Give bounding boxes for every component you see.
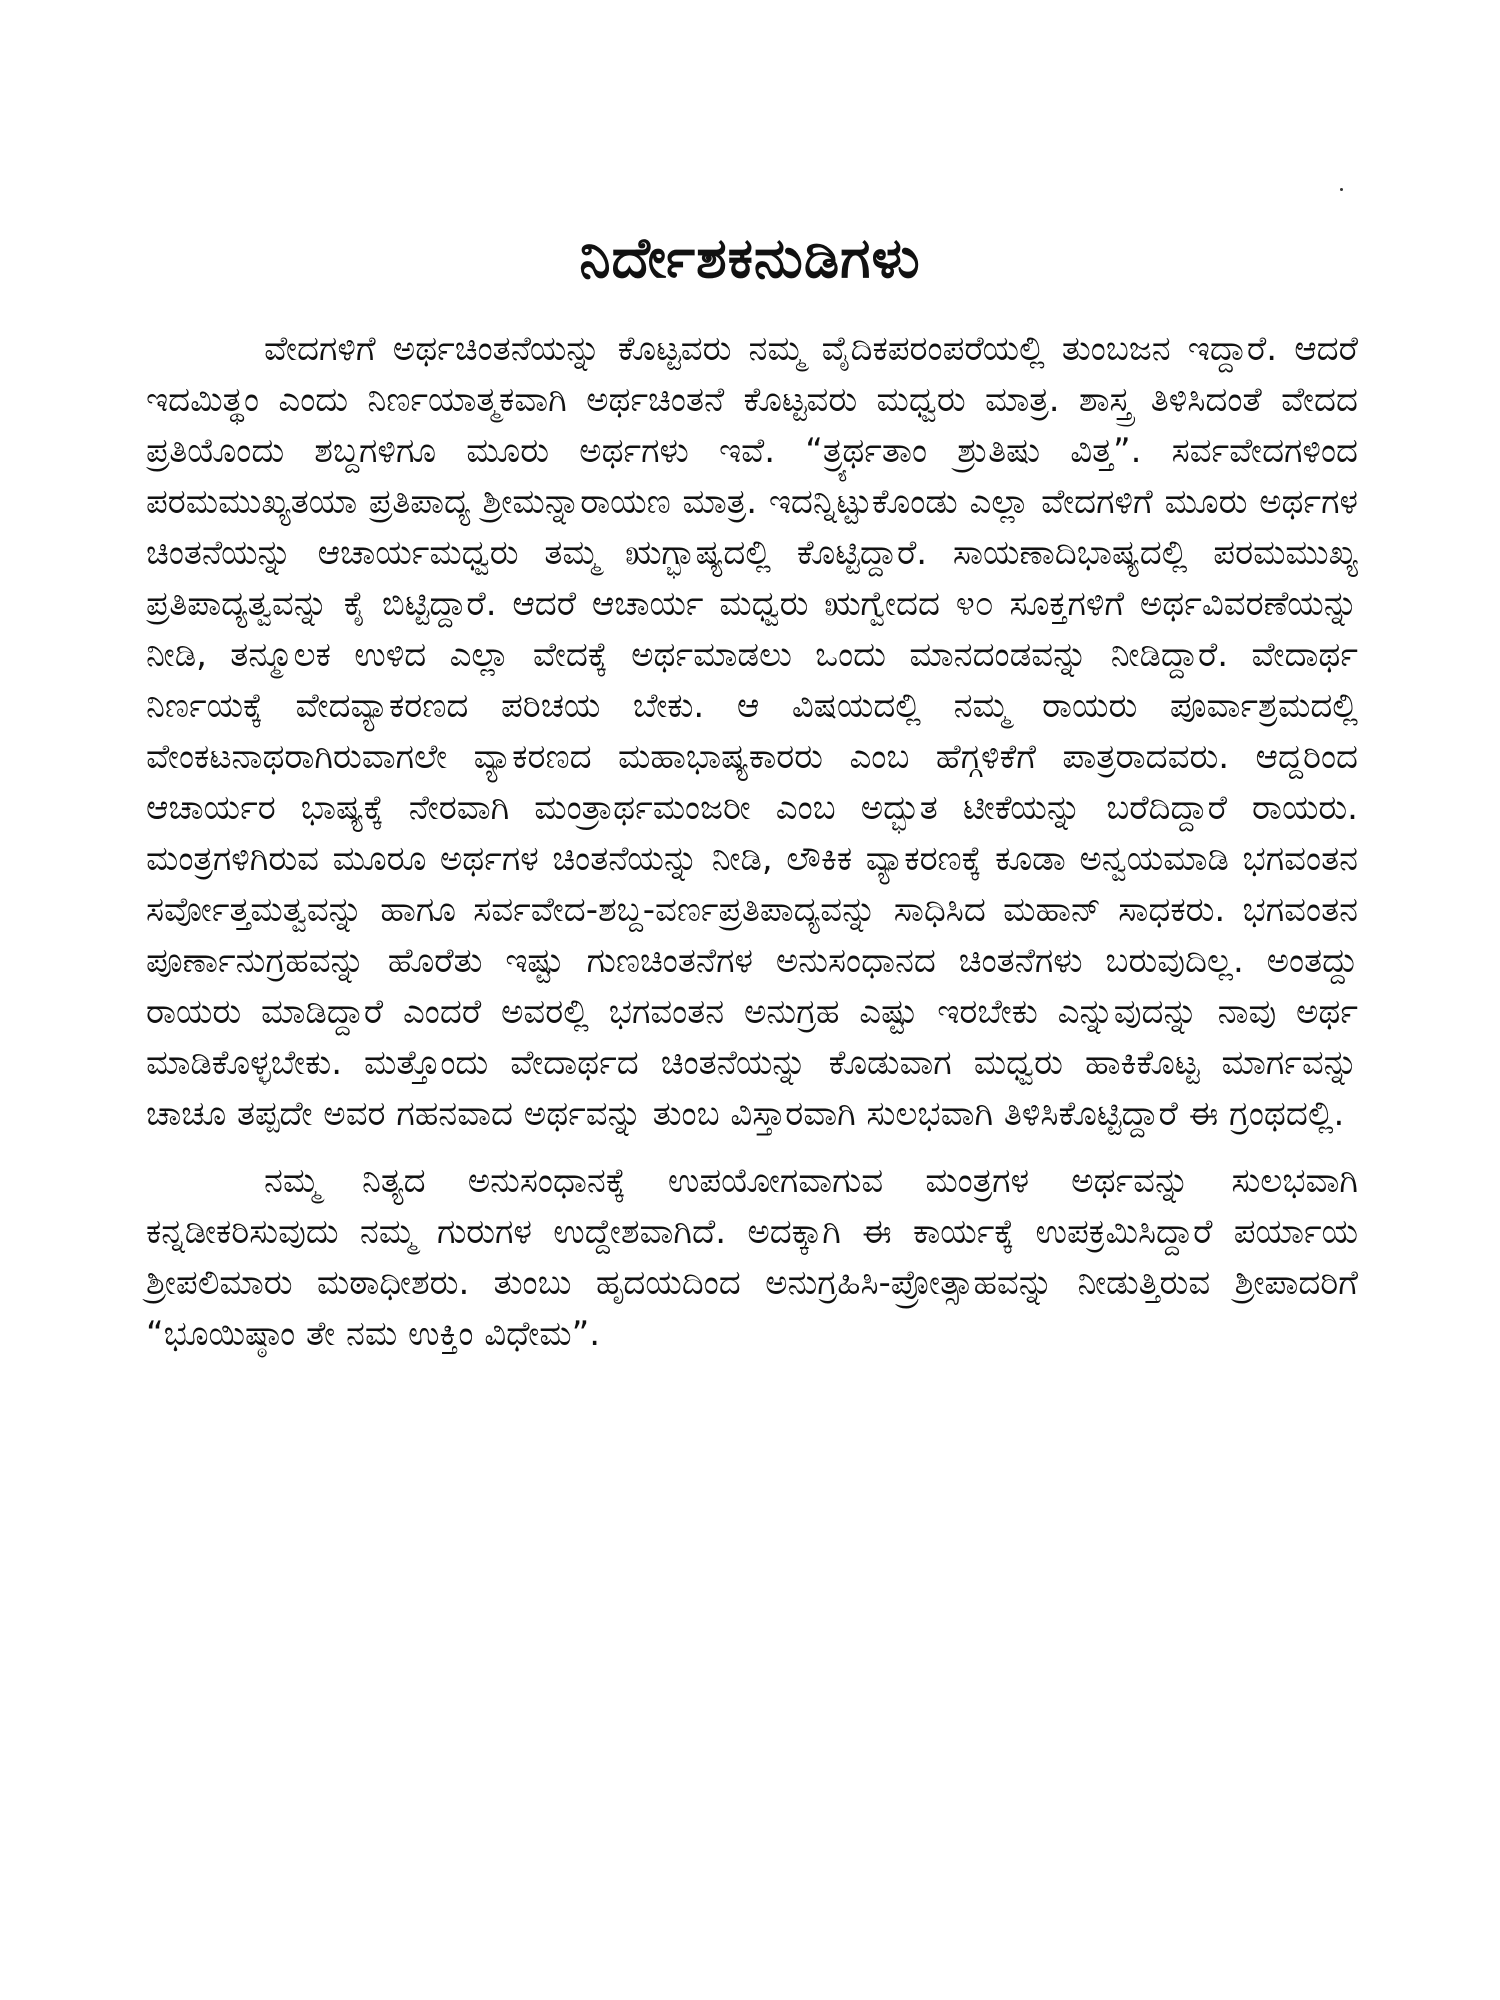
page-title: ನಿರ್ದೇಶಕನುಡಿಗಳು — [579, 225, 921, 291]
paragraph-2: ನಮ್ಮ ನಿತ್ಯದ ಅನುಸಂಧಾನಕ್ಕೆ ಉಪಯೋಗವಾಗುವ ಮಂತ್ರಗಳ ಅರ್ಥವನ್ನು ಸುಲಭವಾಗಿ ಕನ್ನಡೀಕರಿಸುವುದು ನಮ್ಮ ಗುರುಗಳ ಉದ್ದೇಶವಾಗಿದೆ. ಅದಕ್ಕಾಗಿ ಈ ಕಾರ್ಯಕ್ಕೆ ಉಪಕ್ರಮಿಸಿದ್ದಾರೆ ಪರ್ಯಾಯ ಶ್ರೀಪಲಿಮಾರು ಮಠಾಧೀಶರು. ತುಂಬು ಹೃದಯದಿಂದ ಅನುಗ್ರಹಿಸಿ-ಪ್ರೋತ್ಸಾಹವನ್ನು ನೀಡುತ್ತಿರುವ ಶ್ರೀಪಾದರಿಗೆ “ಭೂಯಿಷ್ಠಾಂ ತೇ ನಮ ಉಕ್ತಿಂ ವಿಧೇಮ”. — [146, 1161, 1358, 1354]
body-text — [146, 324, 1358, 1360]
paragraph-1: ವೇದಗಳಿಗೆ ಅರ್ಥಚಿಂತನೆಯನ್ನು ಕೊಟ್ಟವರು ನಮ್ಮ ವೈದಿಕಪರಂಪರೆಯಲ್ಲಿ ತುಂಬಜನ ಇದ್ದಾರೆ. ಆದರೆ ಇದಮಿತ್ಥಂ ಎಂದು ನಿರ್ಣಯಾತ್ಮಕವಾಗಿ ಅರ್ಥಚಿಂತನೆ ಕೊಟ್ಟವರು ಮಧ್ವರು ಮಾತ್ರ. ಶಾಸ್ತ್ರ ತಿಳಿಸಿದಂತೆ ವೇದದ ಪ್ರತಿಯೊಂದು ಶಬ್ದಗಳಿಗೂ ಮೂರು ಅರ್ಥಗಳು ಇವೆ. “ತ್ರ್ಯರ್ಥತಾಂ ಶ್ರುತಿಷು ವಿತ್ತ”. ಸರ್ವವೇದಗಳಿಂದ ಪರಮಮುಖ್ಯತಯಾ ಪ್ರತಿಪಾದ್ಯ ಶ್ರೀಮನ್ನಾರಾಯಣ ಮಾತ್ರ. ಇದನ್ನಿಟ್ಟುಕೊಂಡು ಎಲ್ಲಾ ವೇದಗಳಿಗೆ ಮೂರು ಅರ್ಥಗಳ ಚಿಂತನೆಯನ್ನು ಆಚಾರ್ಯಮಧ್ವರು ತಮ್ಮ ಋಗ್ಭಾಷ್ಯದಲ್ಲಿ ಕೊಟ್ಟಿದ್ದಾರೆ. ಸಾಯಣಾದಿಭಾಷ್ಯದಲ್ಲಿ ಪರಮಮುಖ್ಯ ಪ್ರತಿಪಾದ್ಯತ್ವವನ್ನು ಕೈ ಬಿಟ್ಟಿದ್ದಾರೆ. ಆದರೆ ಆಚಾರ್ಯ ಮಧ್ವರು ಋಗ್ವೇದದ ೪೦ ಸೂಕ್ತಗಳಿಗೆ ಅರ್ಥವಿವರಣೆಯನ್ನು ನೀಡಿ, ತನ್ಮೂಲಕ ಉಳಿದ ಎಲ್ಲಾ ವೇದಕ್ಕೆ ಅರ್ಥಮಾಡಲು ಒಂದು ಮಾನದಂಡವನ್ನು ನೀಡಿದ್ದಾರೆ. ವೇದಾರ್ಥ ನಿರ್ಣಯಕ್ಕೆ ವೇದವ್ಯಾಕರಣದ ಪರಿಚಯ ಬೇಕು. ಆ ವಿಷಯದಲ್ಲಿ ನಮ್ಮ ರಾಯರು ಪೂರ್ವಾಶ್ರಮದಲ್ಲಿ ವೇಂಕಟನಾಥರಾಗಿರುವಾಗಲೇ ವ್ಯಾಕರಣದ ಮಹಾಭಾಷ್ಯಕಾರರು ಎಂಬ ಹೆಗ್ಗಳಿಕೆಗೆ ಪಾತ್ರರಾದವರು. ಆದ್ದರಿಂದ ಆಚಾರ್ಯರ ಭಾಷ್ಯಕ್ಕೆ ನೇರವಾಗಿ ಮಂತ್ರಾರ್ಥಮಂಜರೀ ಎಂಬ ಅದ್ಭುತ ಟೀಕೆಯನ್ನು ಬರೆದಿದ್ದಾರೆ ರಾಯರು. ಮಂತ್ರಗಳಿಗಿರುವ ಮೂರೂ ಅರ್ಥಗಳ ಚಿಂತನೆಯನ್ನು ನೀಡಿ, ಲೌಕಿಕ ವ್ಯಾಕರಣಕ್ಕೆ ಕೂಡಾ ಅನ್ವಯಮಾಡಿ ಭಗವಂತನ ಸರ್ವೋತ್ತಮತ್ವವನ್ನು ಹಾಗೂ ಸರ್ವವೇದ-ಶಬ್ದ-ವರ್ಣಪ್ರತಿಪಾದ್ಯವನ್ನು ಸಾಧಿಸಿದ ಮಹಾನ್ ಸಾಧಕರು. ಭಗವಂತನ ಪೂರ್ಣಾನುಗ್ರಹವನ್ನು ಹೊರೆತು ಇಷ್ಟು ಗುಣಚಿಂತನೆಗಳ ಅನುಸಂಧಾನದ ಚಿಂತನೆಗಳು ಬರುವುದಿಲ್ಲ. ಅಂತದ್ದು ರಾಯರು ಮಾಡಿದ್ದಾರೆ ಎಂದರೆ ಅವರಲ್ಲಿ ಭಗವಂತನ ಅನುಗ್ರಹ ಎಷ್ಟು ಇರಬೇಕು ಎನ್ನುವುದನ್ನು ನಾವು ಅರ್ಥ ಮಾಡಿಕೊಳ್ಳಬೇಕು. ಮತ್ತೊಂದು ವೇದಾರ್ಥದ ಚಿಂತನೆಯನ್ನು ಕೊಡುವಾಗ ಮಧ್ವರು ಹಾಕಿಕೊಟ್ಟ ಮಾರ್ಗವನ್ನು ಚಾಚೂ ತಪ್ಪದೇ ಅವರ ಗಹನವಾದ ಅರ್ಥವನ್ನು ತುಂಬ ವಿಸ್ತಾರವಾಗಿ ಸುಲಭವಾಗಿ ತಿಳಿಸಿಕೊಟ್ಟಿದ್ದಾರೆ ಈ ಗ್ರಂಥದಲ್ಲಿ. — [146, 329, 1358, 1134]
scan-speck — [1340, 188, 1343, 191]
